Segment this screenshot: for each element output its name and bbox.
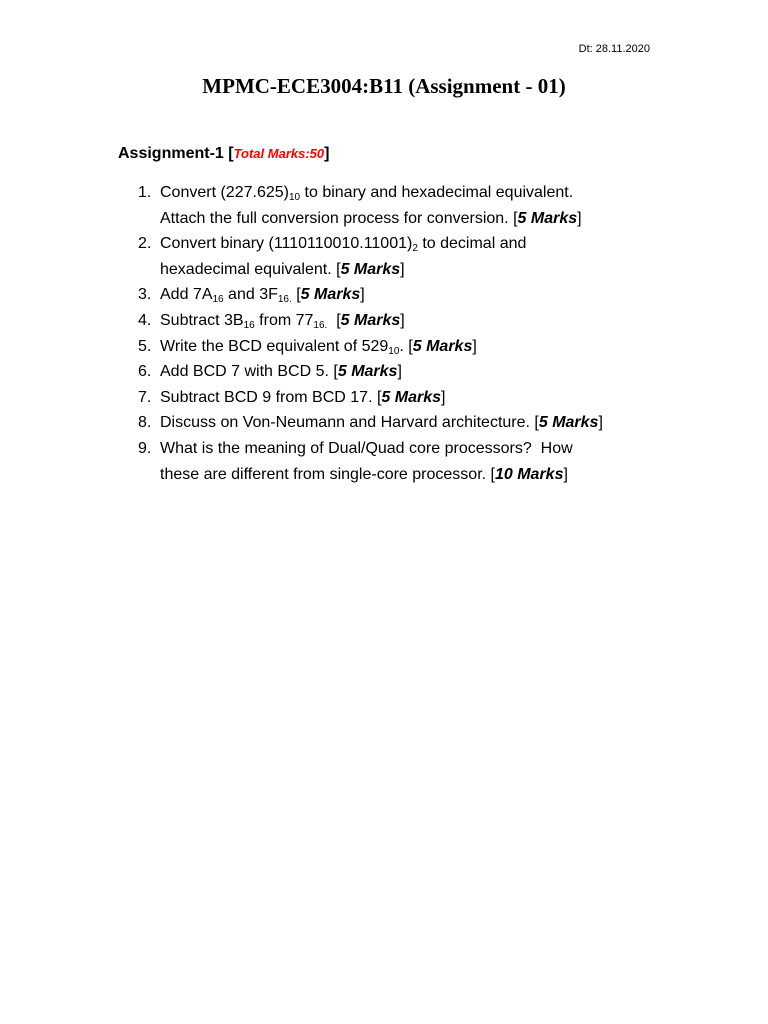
question-5 xyxy=(138,334,658,360)
question-number: 4. xyxy=(138,311,152,329)
question-text-line xyxy=(160,410,658,436)
question-text: Add 7A xyxy=(160,286,213,304)
assignment-label: Assignment-1 xyxy=(118,145,224,162)
question-6 xyxy=(138,359,658,385)
question-text: hexadecimal equivalent. [ xyxy=(160,260,341,278)
marks-label: 5 Marks xyxy=(381,388,441,406)
question-text-line xyxy=(160,308,658,334)
close-bracket: ] xyxy=(563,465,568,483)
question-8 xyxy=(138,410,658,436)
subscript: 10 xyxy=(288,192,301,203)
question-text: and 3F xyxy=(223,286,278,304)
question-text-line xyxy=(160,359,658,385)
question-text-line xyxy=(160,231,658,257)
question-list xyxy=(138,180,658,487)
question-text-line xyxy=(160,180,658,206)
marks-label: 5 Marks xyxy=(517,209,578,227)
question-number: 5. xyxy=(138,337,152,355)
marks-label: 5 Marks xyxy=(538,414,599,432)
question-text: Convert binary (1110110010.11001) xyxy=(160,235,413,253)
question-9 xyxy=(138,436,658,487)
question-number: 6. xyxy=(138,363,152,381)
marks-label: 5 Marks xyxy=(337,363,398,381)
subscript: 2 xyxy=(412,243,418,255)
question-text: [ xyxy=(291,286,301,304)
question-text-line xyxy=(160,436,658,462)
close-bracket: ] xyxy=(472,337,477,355)
question-number: 9. xyxy=(138,439,152,457)
question-text-line xyxy=(160,385,658,411)
question-text: these are different from single-core processor. [ xyxy=(160,465,495,483)
close-bracket: ] xyxy=(397,363,402,381)
question-1 xyxy=(138,180,658,231)
question-text-line xyxy=(160,206,658,232)
heading-open-bracket: [ xyxy=(228,145,234,162)
question-4 xyxy=(138,308,658,334)
marks-label: 5 Marks xyxy=(340,260,401,278)
close-bracket: ] xyxy=(441,388,446,406)
document-title: MPMC-ECE3004:B11 (Assignment - 01) xyxy=(202,74,566,98)
subscript: 16. xyxy=(313,319,328,331)
close-bracket: ] xyxy=(360,286,365,304)
total-marks: Total Marks:50 xyxy=(233,146,325,161)
question-text: Add BCD 7 with BCD 5. [ xyxy=(160,363,338,381)
question-3 xyxy=(138,282,658,308)
subscript: 16. xyxy=(277,294,292,306)
marks-label: 5 Marks xyxy=(412,337,473,355)
question-text: What is the meaning of Dual/Quad core processors? How xyxy=(160,439,573,457)
question-number: 3. xyxy=(138,286,152,304)
question-text: Write the BCD equivalent of 529 xyxy=(160,337,389,355)
close-bracket: ] xyxy=(598,414,603,432)
close-bracket: ] xyxy=(577,209,582,227)
subscript: 10 xyxy=(388,345,400,357)
marks-label: 10 Marks xyxy=(494,465,564,483)
question-number: 2. xyxy=(138,235,152,253)
question-number: 8. xyxy=(138,414,152,432)
question-text: from 77 xyxy=(254,311,314,329)
question-text-line xyxy=(160,334,658,360)
question-text: Attach the full conversion process for conversion. [ xyxy=(160,209,518,227)
close-bracket: ] xyxy=(400,311,405,329)
question-text: to decimal and xyxy=(417,235,527,253)
document-date: Dt: 28.11.2020 xyxy=(578,43,650,55)
question-7 xyxy=(138,385,658,411)
question-text: [ xyxy=(327,311,341,329)
question-text-line xyxy=(160,257,658,283)
marks-label: 5 Marks xyxy=(340,311,401,329)
heading-close-bracket: ] xyxy=(324,145,330,162)
subscript: 16 xyxy=(243,319,255,331)
question-number: 7. xyxy=(138,388,152,406)
question-text: Convert (227.625) xyxy=(160,184,289,201)
question-2 xyxy=(138,231,658,282)
marks-label: 5 Marks xyxy=(300,286,361,304)
question-text: Subtract BCD 9 from BCD 17. [ xyxy=(160,388,382,406)
subscript: 16 xyxy=(212,294,224,306)
question-text: . [ xyxy=(399,337,413,355)
question-text: Subtract 3B xyxy=(160,311,244,329)
assignment-heading xyxy=(118,145,329,163)
close-bracket: ] xyxy=(400,260,405,278)
question-text: to binary and hexadecimal equivalent. xyxy=(300,184,574,201)
question-text: Discuss on Von-Neumann and Harvard architecture. [ xyxy=(160,414,539,432)
question-text-line xyxy=(160,282,658,308)
question-number: 1. xyxy=(138,184,152,201)
question-text-line xyxy=(160,462,658,488)
